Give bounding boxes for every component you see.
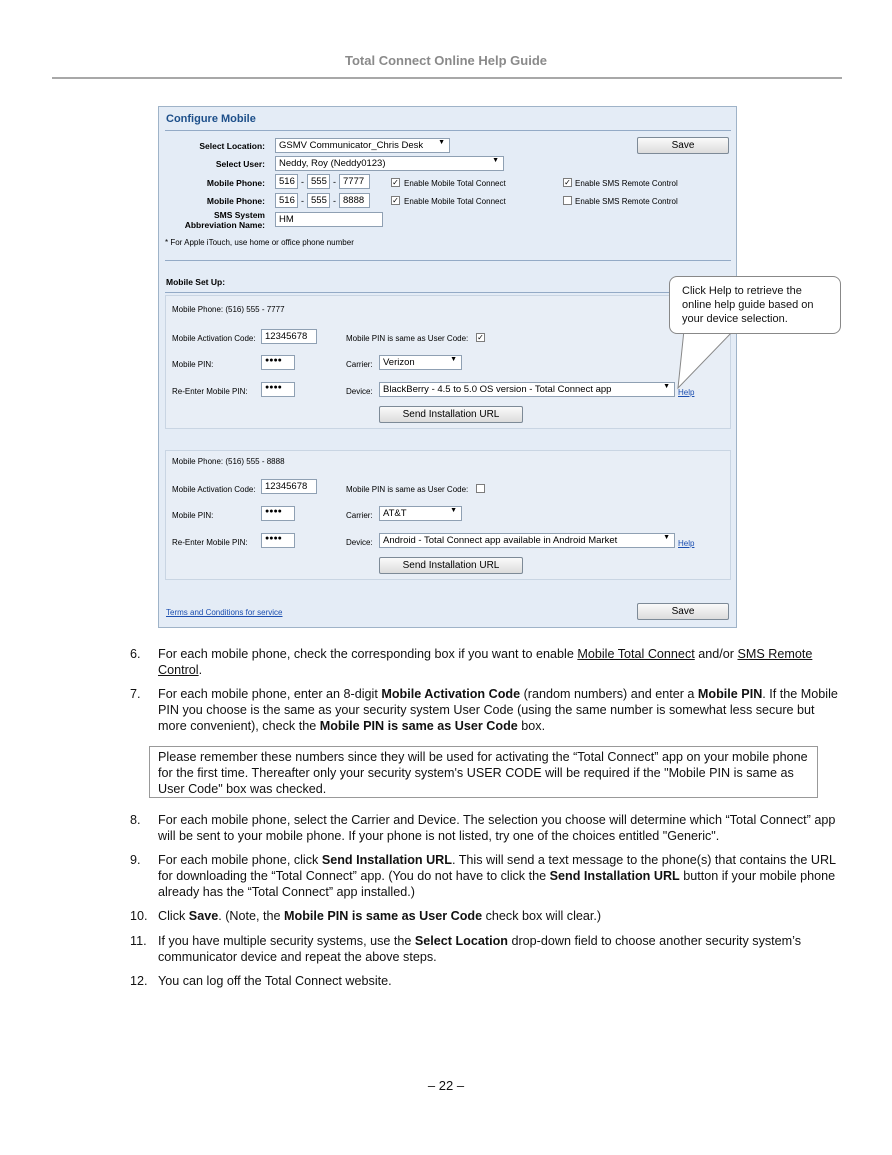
- phone-dash: -: [333, 196, 336, 206]
- step-text: . This will send a text message to the phone(s) that contains the URL for downloading the “Total Connect” app. (You do not have to click the: [158, 853, 836, 883]
- mobile-total-connect-link: Mobile Total Connect: [577, 647, 695, 661]
- step-number: 8.: [130, 813, 141, 827]
- terms-link[interactable]: Terms and Conditions for service: [166, 608, 283, 617]
- step-text: For each mobile phone, enter an 8-digit: [158, 687, 382, 701]
- help-link[interactable]: Help: [678, 539, 695, 548]
- step-text: check box will clear.): [482, 909, 602, 923]
- step-text: (random numbers) and enter a: [520, 687, 698, 701]
- sms-abbrev-input[interactable]: HM: [275, 212, 383, 227]
- reenter-pin-input[interactable]: ●●●●: [261, 382, 295, 397]
- bold-term: Mobile Activation Code: [381, 687, 521, 701]
- reminder-note: Please remember these numbers since they will be used for activating the “Total Connect” app on your mobile phone for the first time. Thereafter only your security system's USER CODE will be required if the "Mobile PIN is same as User Code" box was checked.: [149, 746, 818, 798]
- phone1-enable-mtc-checkbox[interactable]: ✓: [392, 178, 399, 187]
- step-6: [130, 646, 842, 678]
- activation-code-label: Mobile Activation Code:: [172, 334, 256, 343]
- bold-term: Select Location: [414, 934, 508, 948]
- phone1-enable-sms-checkbox[interactable]: ✓: [564, 178, 571, 187]
- step-12: [130, 973, 842, 989]
- step-text: and/or: [694, 647, 738, 661]
- phone-dash: -: [301, 196, 304, 206]
- sms-abbrev-label: SMS System Abbreviation Name:: [184, 210, 265, 230]
- step-10: [130, 908, 842, 924]
- step-text: You can log off the Total Connect website.: [158, 974, 392, 988]
- send-installation-url-button[interactable]: Send Installation URL: [379, 557, 523, 574]
- step-text: If you have multiple security systems, use the: [158, 934, 415, 948]
- phone1-line-input[interactable]: 7777: [339, 174, 370, 189]
- bold-term: Mobile PIN is same as User Code: [284, 909, 483, 923]
- carrier-label: Carrier:: [346, 511, 373, 520]
- select-location-label: Select Location:: [199, 141, 265, 151]
- device-value: BlackBerry - 4.5 to 5.0 OS version - Total Connect app: [383, 384, 612, 395]
- mobile-setup-heading: Mobile Set Up:: [166, 277, 226, 287]
- mobile-pin-input[interactable]: ●●●●: [261, 506, 295, 521]
- itouch-note: * For Apple iTouch, use home or office phone number: [165, 238, 354, 247]
- reenter-pin-label: Re-Enter Mobile PIN:: [172, 387, 248, 396]
- pin-same-label: Mobile PIN is same as User Code:: [346, 334, 469, 343]
- step-11: [130, 933, 842, 965]
- step-text: For each mobile phone, click: [158, 853, 322, 867]
- step-number: 6.: [130, 647, 141, 661]
- activation-code-input[interactable]: 12345678: [261, 479, 317, 494]
- select-user-value: Neddy, Roy (Neddy0123): [279, 158, 386, 169]
- bold-term: Mobile PIN is same as User Code: [319, 719, 518, 733]
- mobile-pin-input[interactable]: ●●●●: [261, 355, 295, 370]
- instruction-steps: [130, 0, 842, 1000]
- carrier-label: Carrier:: [346, 360, 373, 369]
- enable-sms-label: Enable SMS Remote Control: [575, 197, 678, 206]
- page-number: – 22 –: [427, 1078, 465, 1093]
- device-label: Device:: [346, 538, 373, 547]
- chevron-down-icon: ▼: [450, 356, 457, 363]
- help-callout: Click Help to retrieve the online help guide based on your device selection.: [669, 276, 841, 334]
- save-button-bottom[interactable]: Save: [637, 603, 729, 620]
- step-number: 9.: [130, 853, 141, 867]
- activation-code-label: Mobile Activation Code:: [172, 485, 256, 494]
- bold-term: Send Installation URL: [549, 869, 680, 883]
- step-9: [130, 852, 842, 900]
- step-text: box.: [517, 719, 546, 733]
- bold-term: Mobile PIN: [697, 687, 763, 701]
- reenter-pin-input[interactable]: ●●●●: [261, 533, 295, 548]
- send-installation-url-button[interactable]: Send Installation URL: [379, 406, 523, 423]
- device-phone-title: Mobile Phone: (516) 555 - 8888: [172, 457, 285, 466]
- configure-mobile-title: Configure Mobile: [166, 113, 256, 125]
- mobile-pin-label: Mobile PIN:: [172, 360, 214, 369]
- step-number: 12.: [130, 974, 148, 988]
- help-link[interactable]: Help: [678, 388, 695, 397]
- bold-term: Send Installation URL: [321, 853, 452, 867]
- step-text: Click: [158, 909, 189, 923]
- activation-code-input[interactable]: 12345678: [261, 329, 317, 344]
- step-number: 10.: [130, 909, 148, 923]
- carrier-value: AT&T: [383, 508, 407, 519]
- pin-same-label: Mobile PIN is same as User Code:: [346, 485, 469, 494]
- step-7: [130, 686, 842, 734]
- carrier-value: Verizon: [383, 357, 415, 368]
- step-text: For each mobile phone, check the corresponding box if you want to enable: [158, 647, 578, 661]
- phone2-area-input[interactable]: 516: [275, 193, 298, 208]
- phone1-prefix-input[interactable]: 555: [307, 174, 330, 189]
- step-text: . (Note, the: [218, 909, 285, 923]
- step-8: [130, 812, 842, 844]
- reenter-pin-label: Re-Enter Mobile PIN:: [172, 538, 248, 547]
- enable-mtc-label: Enable Mobile Total Connect: [404, 179, 506, 188]
- chevron-down-icon: ▼: [438, 139, 445, 146]
- step-number: 11.: [130, 934, 147, 948]
- page-header: Total Connect Online Help Guide: [345, 53, 547, 68]
- phone2-prefix-input[interactable]: 555: [307, 193, 330, 208]
- pin-same-checkbox[interactable]: ✓: [477, 333, 484, 342]
- chevron-down-icon: ▼: [663, 383, 670, 390]
- phone-dash: -: [301, 177, 304, 187]
- step-text: .: [198, 663, 203, 677]
- sms-remote-control-link: SMS Remote Control: [158, 647, 813, 677]
- phone2-line-input[interactable]: 8888: [339, 193, 370, 208]
- phone1-area-input[interactable]: 516: [275, 174, 298, 189]
- chevron-down-icon: ▼: [450, 507, 457, 514]
- bold-term: Save: [188, 909, 219, 923]
- step-text: drop-down field to choose another security system’s communicator device and repeat the above steps.: [158, 934, 802, 964]
- phone-dash: -: [333, 177, 336, 187]
- device-value: Android - Total Connect app available in Android Market: [383, 535, 618, 546]
- step-text: button if your mobile phone already has the “Total Connect” app installed.): [158, 869, 836, 899]
- mobile-phone-label: Mobile Phone:: [206, 196, 265, 206]
- save-button-top[interactable]: Save: [637, 137, 729, 154]
- step-text: For each mobile phone, select the Carrier and Device. The selection you choose will determine which “Total Connect” app will be sent to your mobile phone. If your phone is not listed, try one of the choices entitled "Generic".: [158, 813, 836, 843]
- enable-sms-label: Enable SMS Remote Control: [575, 179, 678, 188]
- phone2-enable-mtc-checkbox[interactable]: ✓: [392, 196, 399, 205]
- device-phone-title: Mobile Phone: (516) 555 - 7777: [172, 305, 285, 314]
- select-user-label: Select User:: [215, 159, 265, 169]
- select-location-value: GSMV Communicator_Chris Desk: [279, 140, 424, 151]
- chevron-down-icon: ▼: [492, 157, 499, 164]
- step-text: . If the Mobile PIN you choose is the same as your security system User Code (using the same number is somewhat less secure but more convenient), check the: [158, 687, 838, 733]
- step-number: 7.: [130, 687, 141, 701]
- enable-mtc-label: Enable Mobile Total Connect: [404, 197, 506, 206]
- device-label: Device:: [346, 387, 373, 396]
- mobile-pin-label: Mobile PIN:: [172, 511, 214, 520]
- chevron-down-icon: ▼: [663, 534, 670, 541]
- mobile-phone-label: Mobile Phone:: [206, 178, 265, 188]
